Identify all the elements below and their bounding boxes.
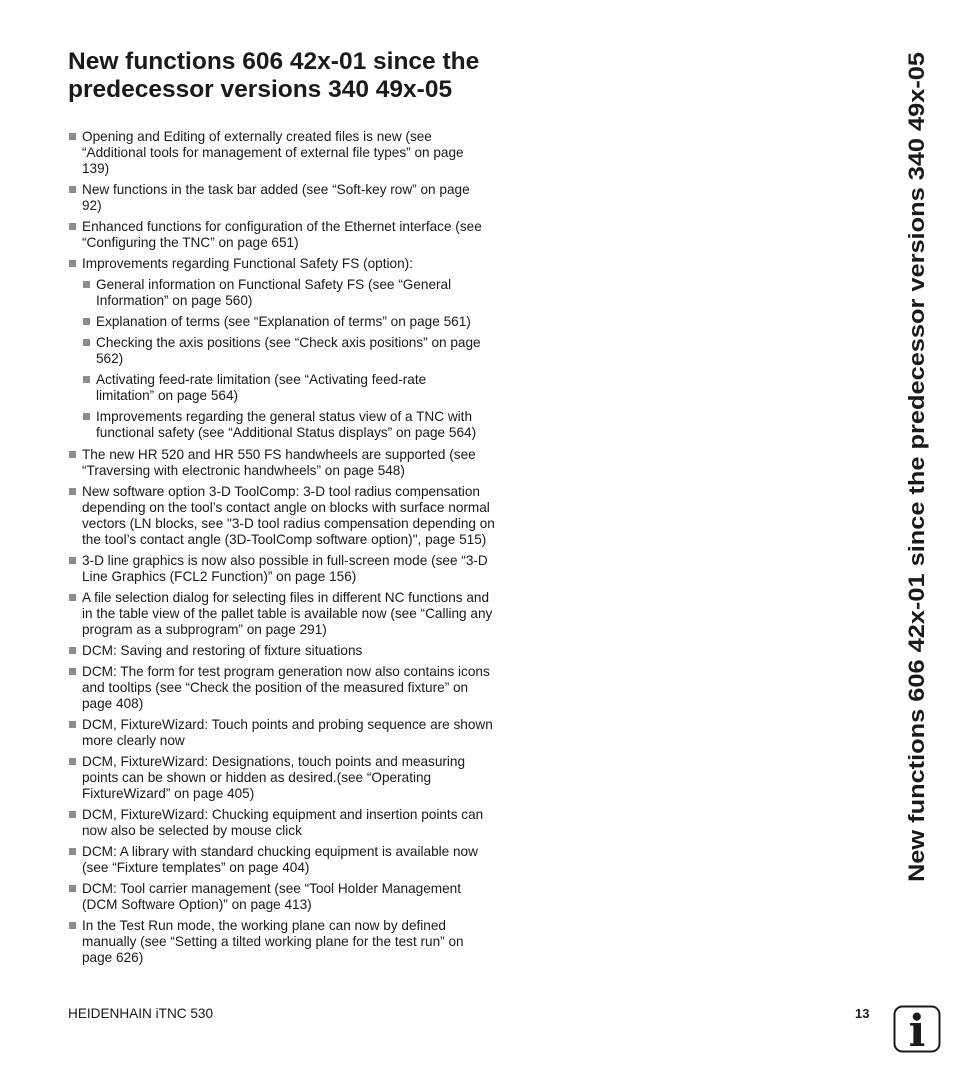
bullet-square-icon <box>69 557 76 564</box>
list-item <box>68 484 513 548</box>
list-item <box>68 590 513 638</box>
sidebar-title-text: New functions 606 42x-01 since the predecessor versions 340 49x-05 <box>904 145 929 882</box>
bullet-square-icon <box>69 922 76 929</box>
list-item <box>68 643 513 659</box>
list-item-text: points can be shown or hidden as desired.(see “Operating <box>82 770 432 785</box>
sub-list-item-text: Explanation of terms (see “Explanation of terms” on page 561) <box>96 314 471 329</box>
list-item-text: page 626) <box>82 950 144 965</box>
list-item-text: DCM: The form for test program generation now also contains icons <box>82 664 490 679</box>
list-item-text: New functions in the task bar added (see “Soft-key row” on page <box>82 182 470 197</box>
list-item <box>68 182 513 214</box>
list-item-text: Opening and Editing of externally created files is new (see <box>82 129 432 144</box>
sub-list-item <box>82 277 513 309</box>
bullet-square-icon <box>83 318 90 325</box>
sub-list-item-text: Activating feed-rate limitation (see “Activating feed-rate <box>96 372 427 387</box>
list-item <box>68 219 513 251</box>
feature-list <box>68 129 513 971</box>
bullet-square-icon <box>69 885 76 892</box>
list-item-text: FixtureWizard” on page 405) <box>82 786 255 801</box>
bullet-square-icon <box>69 594 76 601</box>
bullet-square-icon <box>69 668 76 675</box>
list-item-text: DCM, FixtureWizard: Touch points and probing sequence are shown <box>82 717 493 732</box>
bullet-square-icon <box>69 186 76 193</box>
bullet-square-icon <box>69 260 76 267</box>
list-item-text: Line Graphics (FCL2 Function)” on page 156) <box>82 569 357 584</box>
list-item-text: The new HR 520 and HR 550 FS handwheels are supported (see <box>82 447 476 462</box>
list-item-text: DCM: Tool carrier management (see “Tool Holder Management <box>82 881 462 896</box>
info-icon-letter: i <box>908 1006 926 1053</box>
list-item-text: 92) <box>82 198 102 213</box>
sub-list-item-text: limitation” on page 564) <box>96 388 239 403</box>
list-item-text: “Configuring the TNC” on page 651) <box>82 235 299 250</box>
list-item-text: (DCM Software Option)” on page 413) <box>82 897 312 912</box>
bullet-square-icon <box>69 451 76 458</box>
bullet-square-icon <box>69 133 76 140</box>
list-item-text: (see “Fixture templates” on page 404) <box>82 860 310 875</box>
list-item <box>68 129 513 177</box>
list-item-text: DCM, FixtureWizard: Chucking equipment and insertion points can <box>82 807 484 822</box>
list-item-text: “Traversing with electronic handwheels” on page 548) <box>82 463 405 478</box>
sub-list-item <box>82 314 513 330</box>
list-item <box>68 256 513 441</box>
bullet-square-icon <box>83 339 90 346</box>
list-item-text: page 408) <box>82 696 144 711</box>
list-item <box>68 553 513 585</box>
list-item <box>68 844 513 876</box>
page-title-line-1: New functions 606 42x-01 since the <box>68 48 480 75</box>
sub-list-item <box>82 372 513 404</box>
list-item-text: DCM, FixtureWizard: Designations, touch points and measuring <box>82 754 466 769</box>
list-item-text: manually (see “Setting a tilted working plane for the test run” on <box>82 934 464 949</box>
list-item <box>68 754 513 802</box>
bullet-square-icon <box>69 721 76 728</box>
sidebar-vertical-title <box>897 50 931 882</box>
list-item <box>68 918 513 966</box>
list-item-text: DCM: A library with standard chucking equipment is available now <box>82 844 478 859</box>
list-item-text: vectors (LN blocks, see "3-D tool radius compensation depending on <box>82 516 495 531</box>
list-item-text: Improvements regarding Functional Safety FS (option): <box>82 256 413 271</box>
bullet-square-icon <box>69 758 76 765</box>
sub-list-item-text: General information on Functional Safety FS (see “General <box>96 277 452 292</box>
sub-list-item-text: Improvements regarding the general status view of a TNC with <box>96 409 473 424</box>
list-item-text: more clearly now <box>82 733 185 748</box>
bullet-square-icon <box>69 848 76 855</box>
bullet-square-icon <box>69 811 76 818</box>
info-icon <box>893 1005 941 1053</box>
list-item-text: 139) <box>82 161 110 176</box>
sub-list-item-text: Checking the axis positions (see “Check axis positions” on page <box>96 335 481 350</box>
page-title-line-2: predecessor versions 340 49x-05 <box>68 76 453 103</box>
list-item <box>68 664 513 712</box>
bullet-square-icon <box>83 281 90 288</box>
list-item-text: 3-D line graphics is now also possible in full-screen mode (see “3-D <box>82 553 488 568</box>
list-item <box>68 717 513 749</box>
footer-product-name: HEIDENHAIN iTNC 530 <box>68 1006 214 1021</box>
sub-list-item <box>82 409 513 441</box>
sub-list-item <box>82 335 513 367</box>
sub-list-item-text: functional safety (see “Additional Status displays” on page 564) <box>96 425 477 440</box>
list-item-text: and tooltips (see “Check the position of the measured fixture” on <box>82 680 469 695</box>
list-item-text: depending on the tool’s contact angle on blocks with surface normal <box>82 500 490 515</box>
bullet-square-icon <box>69 223 76 230</box>
list-item-text: now also be selected by mouse click <box>82 823 302 838</box>
list-item <box>68 807 513 839</box>
list-item <box>68 447 513 479</box>
list-item-text: Enhanced functions for configuration of the Ethernet interface (see <box>82 219 482 234</box>
list-item-text: “Additional tools for management of external file types” on page <box>82 145 464 160</box>
page-title <box>68 48 538 104</box>
page-number: 13 <box>855 1006 870 1021</box>
list-item-text: In the Test Run mode, the working plane can now by defined <box>82 918 446 933</box>
sub-list-item-text: 562) <box>96 351 124 366</box>
list-item-text: DCM: Saving and restoring of fixture situations <box>82 643 363 658</box>
list-item <box>68 881 513 913</box>
list-item-text: program as a subprogram” on page 291) <box>82 622 327 637</box>
bullet-square-icon <box>83 376 90 383</box>
list-item-text: New software option 3-D ToolComp: 3-D tool radius compensation <box>82 484 480 499</box>
list-item-text: A file selection dialog for selecting files in different NC functions and <box>82 590 490 605</box>
sub-list-item-text: Information” on page 560) <box>96 293 253 308</box>
bullet-square-icon <box>69 488 76 495</box>
bullet-square-icon <box>69 647 76 654</box>
list-item-text: the tool’s contact angle (3D-ToolComp software option)", page 515) <box>82 532 487 547</box>
bullet-square-icon <box>83 413 90 420</box>
list-item-text: in the table view of the pallet table is available now (see “Calling any <box>82 606 493 621</box>
